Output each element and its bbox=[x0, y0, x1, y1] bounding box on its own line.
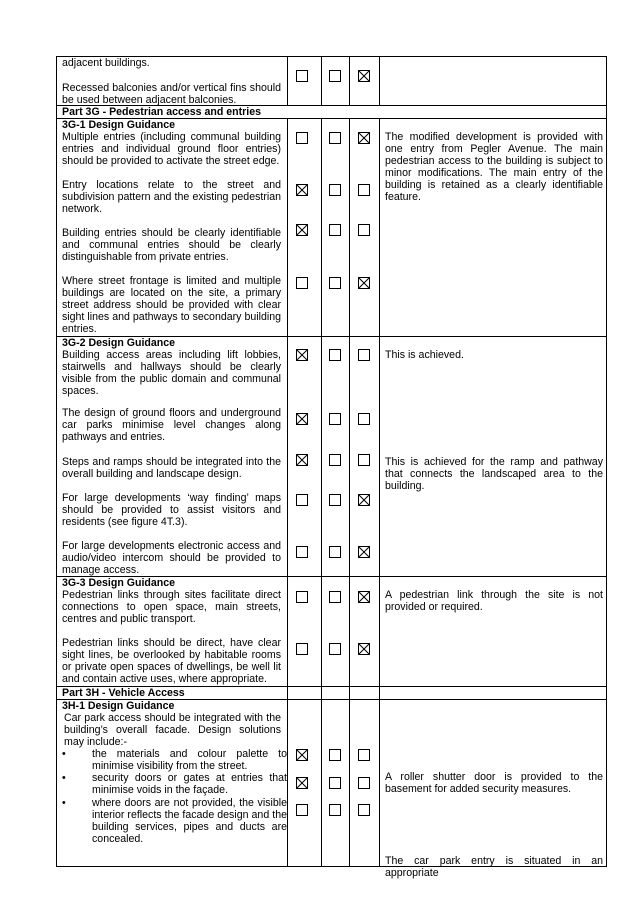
checkbox-yes[interactable] bbox=[296, 277, 308, 289]
checkbox-na[interactable] bbox=[358, 591, 370, 603]
checkbox-na[interactable] bbox=[358, 494, 370, 506]
requirement-text: For large developments ‘way finding’ maps should be provided to assist visitors and residents (see figure 4T.3). bbox=[62, 492, 281, 528]
checkbox-yes[interactable] bbox=[296, 546, 308, 558]
guidance-heading-3g1: 3G-1 Design Guidance bbox=[62, 119, 176, 131]
comment-text: A pedestrian link through the site is not provided or required. bbox=[385, 589, 603, 613]
checkbox-yes[interactable] bbox=[296, 777, 308, 789]
section-heading-3h: Part 3H - Vehicle Access bbox=[62, 687, 185, 699]
column-divider bbox=[287, 57, 288, 105]
checkbox-yes[interactable] bbox=[296, 132, 308, 144]
checkbox-no[interactable] bbox=[329, 749, 341, 761]
requirement-text: Pedestrian links should be direct, have clear sight lines, be overlooked by habitable rooms or private open spaces of dwellings, be well lit and contain active uses, where appropriate. bbox=[62, 637, 281, 685]
checkbox-na[interactable] bbox=[358, 184, 370, 196]
checkbox-no[interactable] bbox=[329, 132, 341, 144]
column-divider bbox=[321, 119, 322, 749]
column-divider bbox=[287, 699, 288, 867]
column-divider bbox=[379, 57, 380, 105]
comment-text: This is achieved for the ramp and pathway that connects the landscaped area to the building. bbox=[385, 456, 603, 492]
checkbox-no[interactable] bbox=[329, 777, 341, 789]
checkbox-yes[interactable] bbox=[296, 591, 308, 603]
checkbox-yes[interactable] bbox=[296, 643, 308, 655]
requirement-text: Pedestrian links through sites facilitate direct connections to open space, main streets, centres and public transport. bbox=[62, 589, 281, 625]
requirement-text: Where street frontage is limited and multiple buildings are located on the site, a primary street address should be provided with clear sight lines and pathways to secondary building entries. bbox=[62, 275, 281, 335]
column-divider bbox=[379, 119, 380, 749]
requirement-text: The design of ground floors and underground car parks minimise level changes along pathways and entries. bbox=[62, 407, 281, 443]
checkbox-no[interactable] bbox=[329, 184, 341, 196]
checkbox-yes[interactable] bbox=[296, 70, 308, 82]
checkbox-no[interactable] bbox=[329, 224, 341, 236]
checkbox-no[interactable] bbox=[329, 413, 341, 425]
checkbox-yes[interactable] bbox=[296, 349, 308, 361]
checkbox-yes[interactable] bbox=[296, 749, 308, 761]
checkbox-yes[interactable] bbox=[296, 413, 308, 425]
requirement-text: For large developments electronic access and audio/video intercom should be provided to manage access. bbox=[62, 540, 281, 576]
column-divider bbox=[349, 699, 350, 867]
requirement-text: adjacent buildings. bbox=[62, 57, 150, 69]
checkbox-na[interactable] bbox=[358, 454, 370, 466]
checkbox-no[interactable] bbox=[329, 70, 341, 82]
checkbox-no[interactable] bbox=[329, 804, 341, 816]
checkbox-no[interactable] bbox=[329, 494, 341, 506]
checkbox-na[interactable] bbox=[358, 804, 370, 816]
requirement-text: Car park access should be integrated with the building’s overall facade. Design solutions may include:- bbox=[64, 712, 281, 748]
column-divider bbox=[321, 699, 322, 867]
checkbox-na[interactable] bbox=[358, 349, 370, 361]
checkbox-na[interactable] bbox=[358, 70, 370, 82]
bullet-glyph: • bbox=[62, 748, 66, 760]
requirement-text: Building entries should be clearly identifiable and communal entries should be clearly distinguishable from private entries. bbox=[62, 227, 281, 263]
bullet-glyph: • bbox=[62, 797, 66, 809]
guidance-heading-3g2: 3G-2 Design Guidance bbox=[62, 337, 176, 349]
requirement-text: Multiple entries (including communal building entries and individual ground floor entries) should be provided to activate the street edge. bbox=[62, 131, 281, 167]
checkbox-no[interactable] bbox=[329, 546, 341, 558]
column-divider bbox=[379, 699, 380, 867]
comment-text: The car park entry is situated in an appropriate bbox=[385, 855, 603, 879]
column-divider bbox=[349, 57, 350, 105]
checkbox-na[interactable] bbox=[358, 777, 370, 789]
checkbox-na[interactable] bbox=[358, 132, 370, 144]
guidance-heading-3h1: 3H-1 Design Guidance bbox=[62, 700, 175, 712]
checkbox-no[interactable] bbox=[329, 349, 341, 361]
bullet-text: security doors or gates at entries that minimise voids in the façade. bbox=[92, 772, 287, 796]
column-divider bbox=[287, 119, 288, 749]
checkbox-na[interactable] bbox=[358, 643, 370, 655]
bullet-text: where doors are not provided, the visible interior reflects the facade design and the building services, pipes and ducts are concealed. bbox=[92, 797, 287, 845]
checkbox-yes[interactable] bbox=[296, 494, 308, 506]
bullet-text: the materials and colour palette to minimise visibility from the street. bbox=[92, 748, 287, 772]
comment-text: A roller shutter door is provided to the basement for added security measures. bbox=[385, 771, 603, 795]
bullet-glyph: • bbox=[62, 772, 66, 784]
checkbox-na[interactable] bbox=[358, 413, 370, 425]
requirement-text: Entry locations relate to the street and subdivision pattern and the existing pedestrian network. bbox=[62, 179, 281, 215]
checkbox-no[interactable] bbox=[329, 591, 341, 603]
checkbox-na[interactable] bbox=[358, 546, 370, 558]
requirement-text: Steps and ramps should be integrated into the overall building and landscape design. bbox=[62, 456, 281, 480]
column-divider bbox=[349, 119, 350, 749]
checkbox-no[interactable] bbox=[329, 643, 341, 655]
guidance-heading-3g3: 3G-3 Design Guidance bbox=[62, 577, 176, 589]
checkbox-no[interactable] bbox=[329, 277, 341, 289]
checkbox-no[interactable] bbox=[329, 454, 341, 466]
checkbox-yes[interactable] bbox=[296, 224, 308, 236]
comment-text: This is achieved. bbox=[385, 349, 464, 361]
checkbox-na[interactable] bbox=[358, 224, 370, 236]
checkbox-na[interactable] bbox=[358, 749, 370, 761]
requirement-text: Building access areas including lift lobbies, stairwells and hallways should be clearly visible from the public domain and communal spaces. bbox=[62, 349, 281, 397]
checkbox-yes[interactable] bbox=[296, 454, 308, 466]
section-heading-3g: Part 3G - Pedestrian access and entries bbox=[62, 106, 262, 118]
checkbox-yes[interactable] bbox=[296, 804, 308, 816]
column-divider bbox=[321, 57, 322, 105]
checkbox-yes[interactable] bbox=[296, 184, 308, 196]
compliance-table bbox=[56, 56, 607, 879]
requirement-text: Recessed balconies and/or vertical fins should be used between adjacent balconies. bbox=[62, 82, 281, 106]
checkbox-na[interactable] bbox=[358, 277, 370, 289]
comment-text: The modified development is provided with one entry from Pegler Avenue. The main pedestrian access to the building is subject to minor modifications. The main entry of the building is retained as a clearly identifiable feature. bbox=[385, 131, 603, 203]
